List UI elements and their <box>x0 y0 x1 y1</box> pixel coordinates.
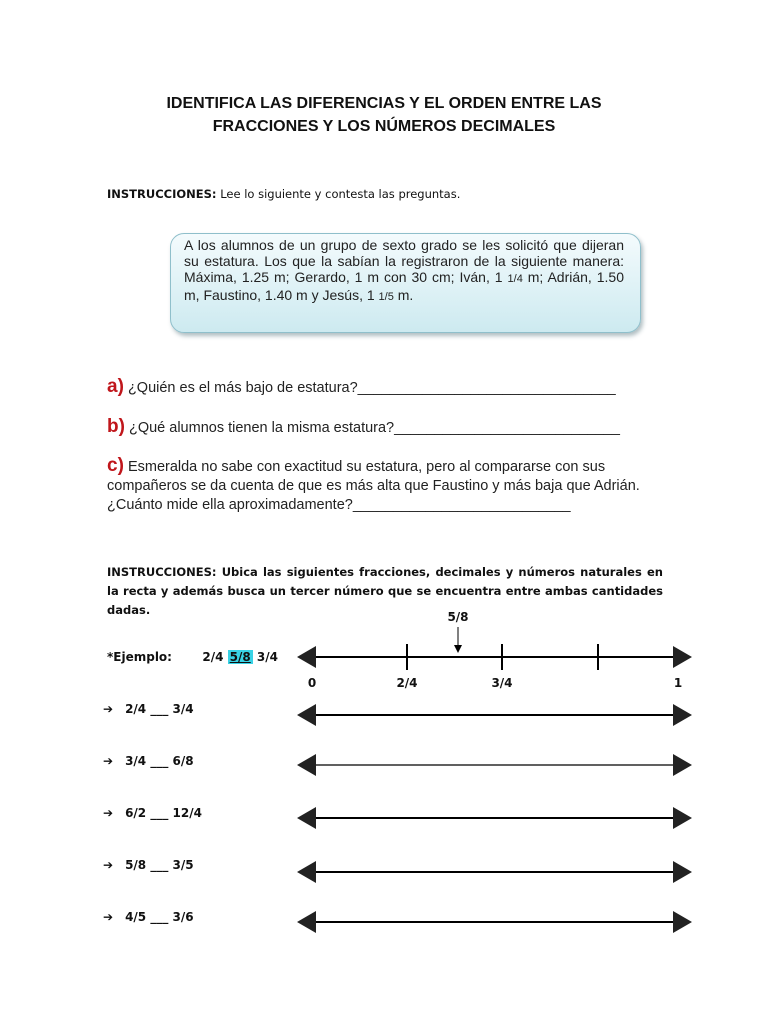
arrow-left-icon <box>297 754 316 776</box>
question-c <box>107 456 647 515</box>
example-number-line <box>297 610 692 690</box>
exercise-number-line <box>297 704 692 726</box>
problem-fraction-2: 1/5 <box>378 291 394 303</box>
title-line-2: FRACCIONES Y LOS NÚMEROS DECIMALES <box>212 118 556 135</box>
question-c-text: Esmeralda no sabe con exactitud su estatura, pero al compararse con sus compañeros se da cuenta de que es más alta que Faustino y más baja que Adrián. ¿Cuánto mide ella aproximadamente?___________________________ <box>107 459 640 513</box>
arrow-right-icon <box>673 704 692 726</box>
example-label: *Ejemplo: <box>107 650 172 664</box>
example-right-value: 3/4 <box>256 650 279 664</box>
page-title <box>0 92 768 138</box>
exercise-right-value: 6/8 <box>172 754 194 768</box>
exercise-left-value: 2/4 <box>125 702 147 716</box>
exercise-left-value: 6/2 <box>125 806 147 820</box>
arrow-bullet-icon: ➔ <box>103 806 114 820</box>
arrow-left-icon <box>297 646 316 668</box>
answer-blank: ___ <box>150 754 169 768</box>
arrow-left-icon <box>297 704 316 726</box>
arrow-left-icon <box>297 807 316 829</box>
arrow-right-icon <box>673 807 692 829</box>
tick-label-3-4: 3/4 <box>491 676 513 690</box>
problem-text-a: A los alumnos de un grupo de sexto grado se les solicitó que dijeran su estatura. Los que la sabían la registraron de la siguiente manera: Máxima, 1.25 m; Gerardo, 1 m con 30 cm; Iván, 1 <box>184 237 624 285</box>
exercise-number-line <box>297 911 692 933</box>
arrow-bullet-icon: ➔ <box>103 754 114 768</box>
question-b <box>107 417 620 438</box>
problem-fraction-1: 1/4 <box>507 273 523 285</box>
exercise-number-line <box>297 807 692 829</box>
arrow-bullet-icon: ➔ <box>103 858 114 872</box>
question-c-letter: c) <box>107 455 124 476</box>
answer-blank: ___ <box>150 858 169 872</box>
instructions-1-text: Lee lo siguiente y contesta las preguntas. <box>220 187 461 201</box>
arrow-right-icon <box>673 646 692 668</box>
exercise-right-value: 3/5 <box>172 858 194 872</box>
question-b-text: ¿Qué alumnos tienen la misma estatura?____________________________ <box>128 420 620 436</box>
exercise-number-line <box>297 754 692 776</box>
exercise-number-line <box>297 861 692 883</box>
instructions-1-label: INSTRUCCIONES: <box>107 187 217 201</box>
question-b-letter: b) <box>107 416 125 437</box>
title-line-1: IDENTIFICA LAS DIFERENCIAS Y EL ORDEN ENTRE LAS <box>166 95 602 112</box>
arrow-left-icon <box>297 911 316 933</box>
answer-blank: ___ <box>150 910 169 924</box>
exercise-right-value: 12/4 <box>172 806 202 820</box>
arrow-right-icon <box>673 861 692 883</box>
pointer-label: 5/8 <box>447 610 469 624</box>
tick-label-1: 1 <box>673 676 683 690</box>
arrow-right-icon <box>673 911 692 933</box>
exercise-left-value: 3/4 <box>125 754 147 768</box>
question-a-text: ¿Quién es el más bajo de estatura?________________________________ <box>127 380 616 396</box>
answer-blank: ___ <box>150 702 169 716</box>
instructions-1 <box>107 187 460 201</box>
problem-text-b: m; Adrián, 1.50 m, Faustino, 1.40 m y Jesús, 1 <box>184 269 625 303</box>
number-lines <box>0 600 768 940</box>
example-answer: 5/8 <box>229 650 251 664</box>
problem-statement-box <box>170 233 641 333</box>
question-a <box>107 377 616 398</box>
exercise-right-value: 3/6 <box>172 910 194 924</box>
arrow-right-icon <box>673 754 692 776</box>
exercise-right-value: 3/4 <box>172 702 194 716</box>
problem-text-c: m. <box>393 287 414 303</box>
arrow-bullet-icon: ➔ <box>103 702 114 716</box>
arrow-left-icon <box>297 861 316 883</box>
tick-label-0: 0 <box>307 676 317 690</box>
tick-label-2-4: 2/4 <box>396 676 418 690</box>
answer-blank: ___ <box>150 806 169 820</box>
example-left-value: 2/4 <box>202 650 224 664</box>
question-a-letter: a) <box>107 376 124 397</box>
arrow-bullet-icon: ➔ <box>103 910 114 924</box>
exercise-left-value: 4/5 <box>125 910 147 924</box>
arrow-down-icon <box>454 645 462 653</box>
instructions-2-text: Ubica las siguientes fracciones, decimales y números naturales en la recta y además busca un tercer número que se encuentra entre ambas cantidades dadas. <box>107 565 663 617</box>
instructions-2-label: INSTRUCCIONES: <box>107 565 217 579</box>
exercise-left-value: 5/8 <box>125 858 147 872</box>
